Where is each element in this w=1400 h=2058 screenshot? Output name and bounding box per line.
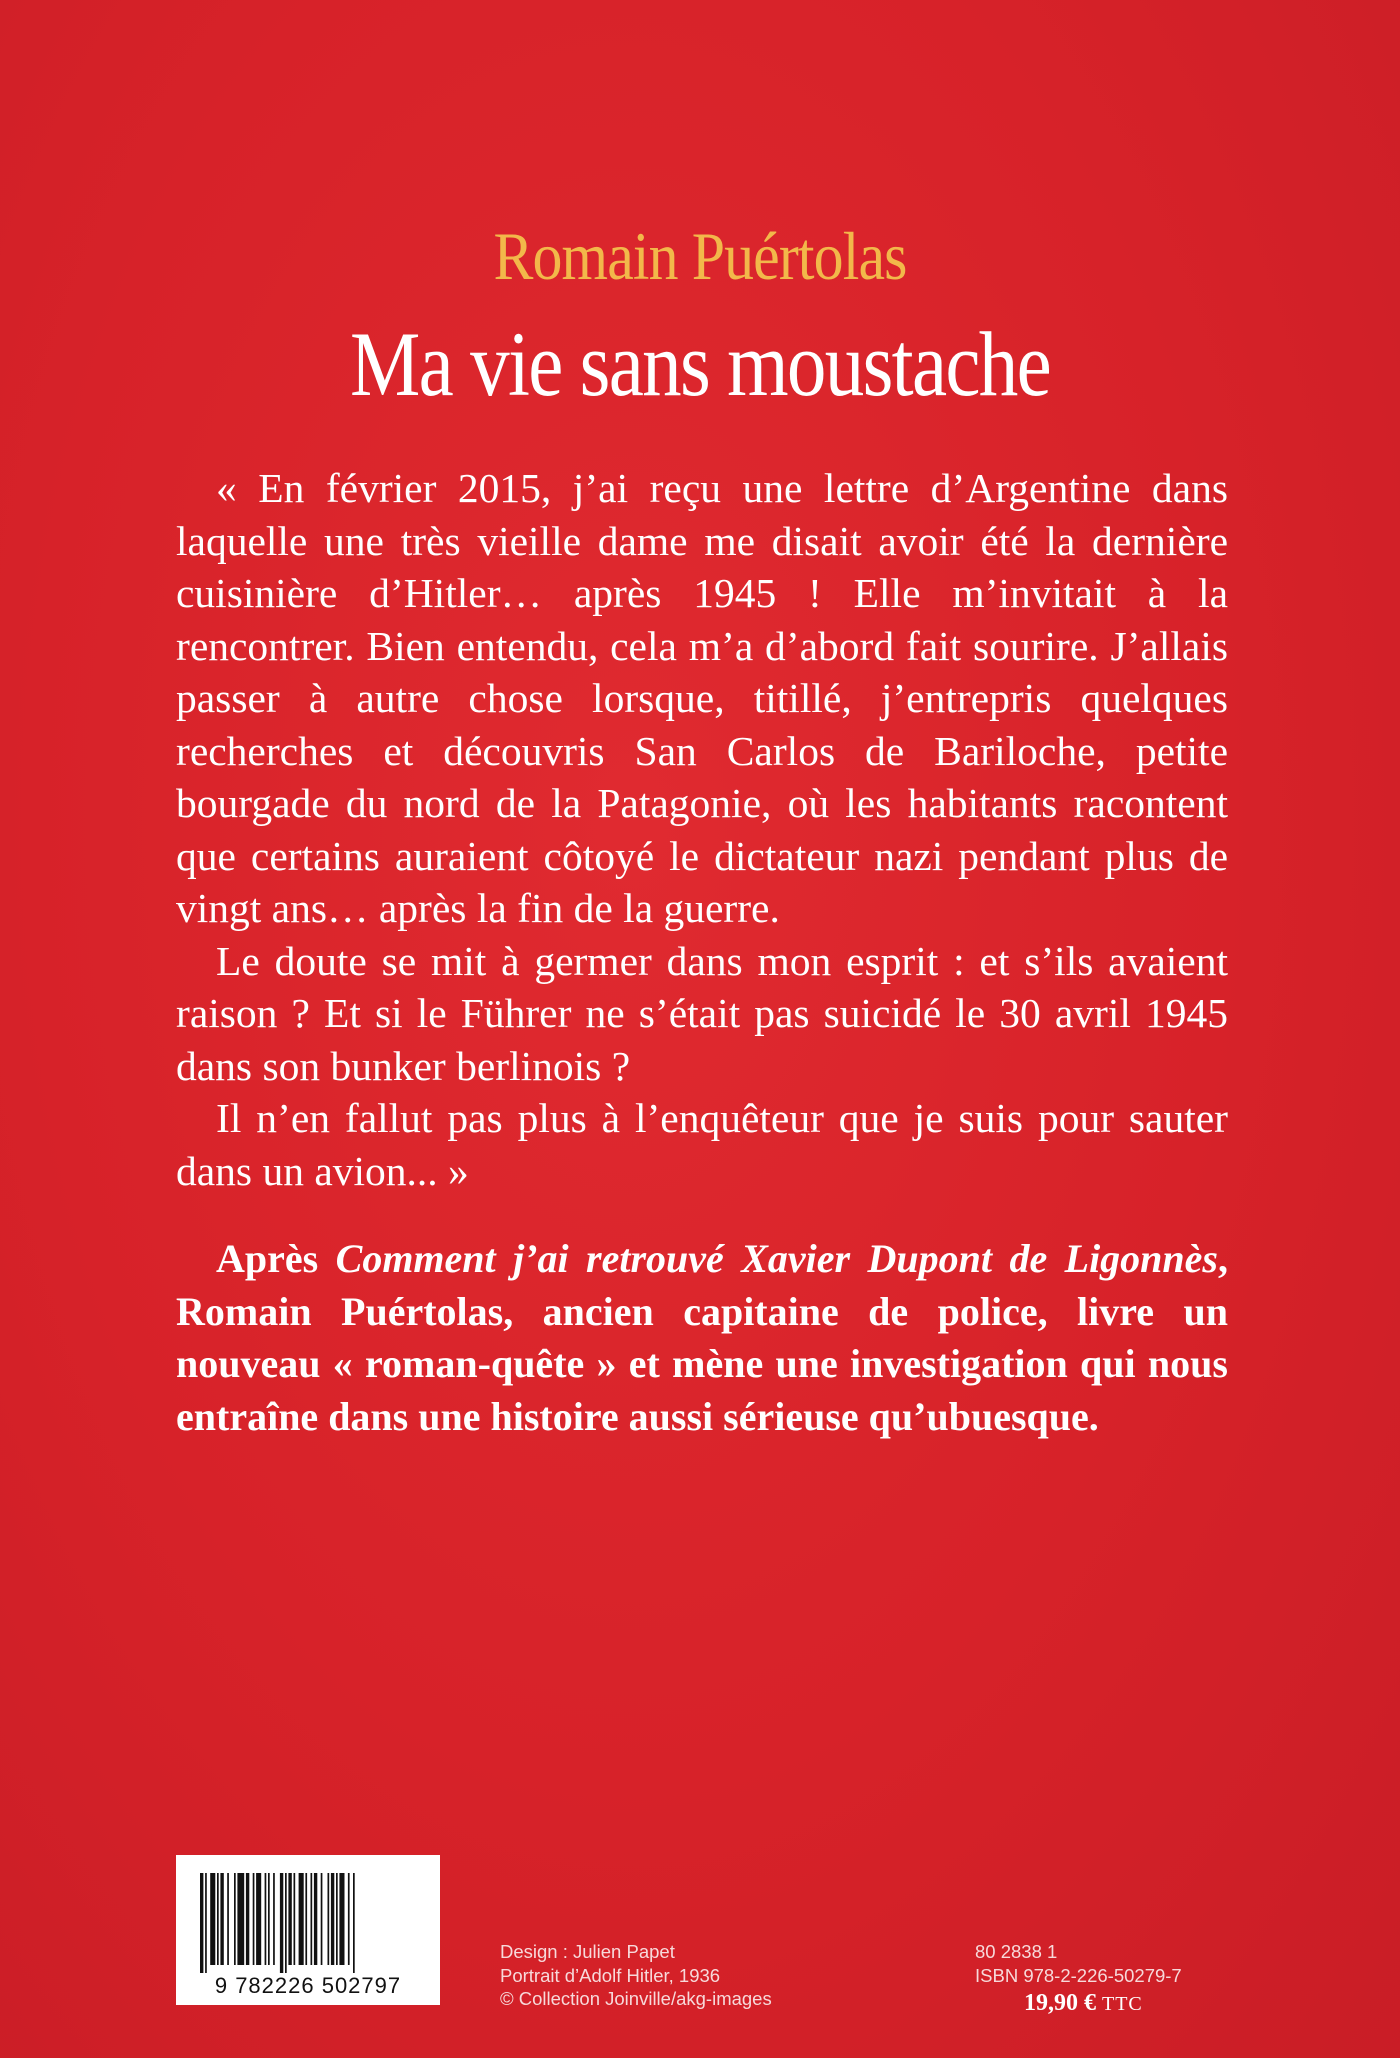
barcode (176, 1855, 440, 2005)
price (1024, 1990, 1143, 2017)
blurb-rest: , Romain Puértolas, ancien capitaine de police, livre un nouveau « roman-quête » et mène une investigation qui nous entraîne dans une histoire aussi sérieuse qu’ubuesque. (176, 1236, 1228, 1439)
quote-paragraph-3: Il n’en fallut pas plus à l’enquêteur que je suis pour sauter dans un avion... » (176, 1095, 1228, 1194)
isbn: ISBN 978-2-226-50279-7 (975, 1964, 1182, 1986)
cover-credits (500, 1940, 772, 2011)
credit-portrait: Portrait d’Adolf Hitler, 1936 (500, 1964, 721, 1986)
barcode-digits: 9 782226 502797 (214, 1973, 402, 1998)
blurb-text (176, 1233, 1228, 1443)
credit-design: Design : Julien Papet (500, 1941, 675, 1962)
book-title: Ma vie sans moustache (350, 313, 1050, 415)
blurb-book-title: Comment j’ai retrouvé Xavier Dupont de Ligonnès (335, 1236, 1218, 1281)
price-value: 19,90 € (1024, 1990, 1096, 2016)
author-name: Romain Puértolas (493, 218, 907, 294)
barcode-icon (198, 1873, 418, 1973)
publication-info (975, 1940, 1182, 1987)
price-tax: TTC (1102, 1993, 1143, 2015)
blurb-lead: Après (216, 1236, 336, 1281)
quote-paragraph-2: Le doute se mit à germer dans mon esprit : et s’ils avaient raison ? Et si le Führer ne s’était pas suicidé le 30 avril 1945 dans son bunker berlinois ? (176, 937, 1228, 1089)
credit-collection: © Collection Joinville/akg-images (500, 1988, 772, 2009)
quote-text (176, 462, 1228, 1197)
product-code: 80 2838 1 (975, 1941, 1058, 1962)
quote-paragraph-1: « En février 2015, j’ai reçu une lettre d’Argentine dans laquelle une très vieille dame me disait avoir été la dernière cuisinière d’Hitler… après 1945 ! Elle m’invitait à la rencontrer. Bien entendu, cela m’a d’abord fait sourire. J’allais passer à autre chose lorsque, titillé, j’entrepris quelques recherches et découvris San Carlos de Bariloche, petite bourgade du nord de la Patagonie, où les habitants racontent que certains auraient côtoyé le dictateur nazi pendant plus de vingt ans… après la fin de la guerre. (176, 465, 1228, 931)
